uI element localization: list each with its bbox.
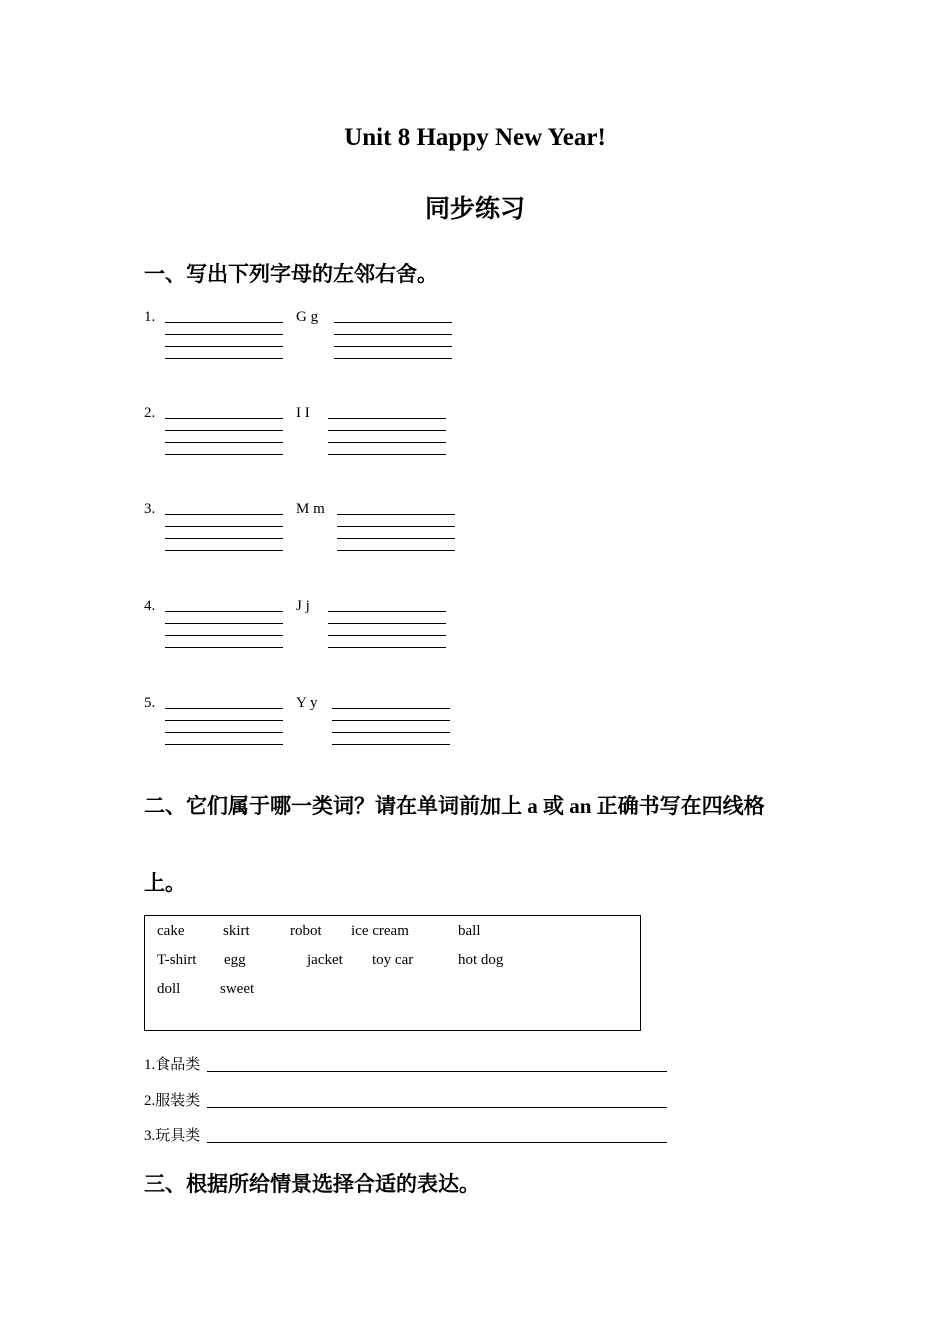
answer-line-toys[interactable] [207, 1142, 667, 1143]
word-item: toy car [372, 952, 414, 968]
word-item: T-shirt [157, 952, 197, 968]
category-label-clothing: 2.服装类 [144, 1093, 201, 1109]
category-label-toys: 3.玩具类 [144, 1128, 201, 1144]
word-item: sweet [220, 981, 255, 997]
writing-lines-left[interactable] [165, 514, 283, 562]
item-number: 3. [144, 501, 156, 517]
writing-lines-left[interactable] [165, 322, 283, 370]
word-item: robot [290, 923, 322, 939]
writing-lines-left[interactable] [165, 611, 283, 659]
word-item: ball [458, 923, 481, 939]
answer-line-clothing[interactable] [207, 1107, 667, 1108]
item-number: 1. [144, 309, 156, 325]
section3-heading: 三、根据所给情景选择合适的表达。 [144, 1172, 480, 1196]
word-item: skirt [223, 923, 250, 939]
letter-pair: Y y [296, 695, 318, 711]
writing-lines-right[interactable] [332, 708, 450, 756]
writing-lines-right[interactable] [334, 322, 452, 370]
answer-line-food[interactable] [207, 1071, 667, 1072]
section1-heading: 一、写出下列字母的左邻右舍。 [144, 262, 438, 286]
writing-lines-right[interactable] [328, 418, 446, 466]
word-item: jacket [307, 952, 343, 968]
letter-pair: G g [296, 309, 319, 325]
word-item: ice cream [351, 923, 409, 939]
writing-lines-left[interactable] [165, 708, 283, 756]
writing-lines-left[interactable] [165, 418, 283, 466]
word-item: cake [157, 923, 185, 939]
section2-heading-continued: 上。 [144, 871, 186, 895]
letter-pair: I I [296, 405, 310, 421]
page-title: Unit 8 Happy New Year! [344, 124, 606, 151]
section2-heading: 二、它们属于哪一类词？请在单词前加上 a 或 an 正确书写在四线格 [144, 794, 765, 818]
page-subtitle: 同步练习 [424, 196, 525, 223]
item-number: 5. [144, 695, 156, 711]
item-number: 4. [144, 598, 156, 614]
writing-lines-right[interactable] [337, 514, 455, 562]
word-item: hot dog [458, 952, 504, 968]
letter-pair: J j [296, 598, 310, 614]
word-item: egg [224, 952, 246, 968]
word-item: doll [157, 981, 181, 997]
category-label-food: 1.食品类 [144, 1057, 201, 1073]
letter-pair: M m [296, 501, 325, 517]
writing-lines-right[interactable] [328, 611, 446, 659]
item-number: 2. [144, 405, 156, 421]
